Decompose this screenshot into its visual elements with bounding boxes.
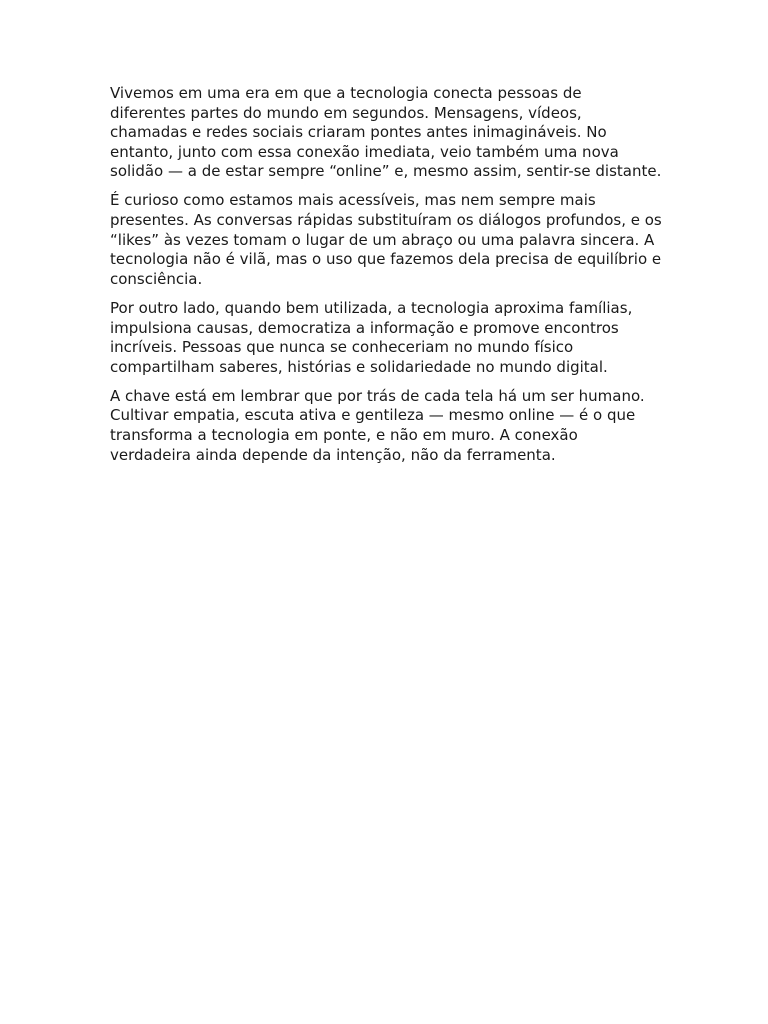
- paragraph-3: Por outro lado, quando bem utilizada, a tecnologia aproxima famílias, impulsiona causas, democratiza a informação e promove encontros incríveis. Pessoas que nunca se conheceriam no mundo físico compartilham saberes, histórias e solidariedade no mundo digital.: [110, 298, 633, 376]
- document-body: [110, 84, 662, 475]
- paragraph-4: A chave está em lembrar que por trás de cada tela há um ser humano. Cultivar empatia, escuta ativa e gentileza — mesmo online — é o que transforma a tecnologia em ponte, e não em muro. A conexão verdadeira ainda depende da intenção, não da ferramenta.: [110, 386, 645, 464]
- paragraph-1: Vivemos em uma era em que a tecnologia conecta pessoas de diferentes partes do mundo em segundos. Mensagens, vídeos, chamadas e redes sociais criaram pontes antes inimagináveis. No entanto, junto com essa conexão imediata, veio também uma nova solidão — a de estar sempre “online” e, mesmo assim, sentir-se distante.: [110, 84, 662, 181]
- paragraph-2: É curioso como estamos mais acessíveis, mas nem sempre mais presentes. As conversas rápidas substituíram os diálogos profundos, e os “likes” às vezes tomam o lugar de um abraço ou uma palavra sincera. A tecnologia não é vilã, mas o uso que fazemos dela precisa de equilíbrio e consciência.: [110, 191, 662, 288]
